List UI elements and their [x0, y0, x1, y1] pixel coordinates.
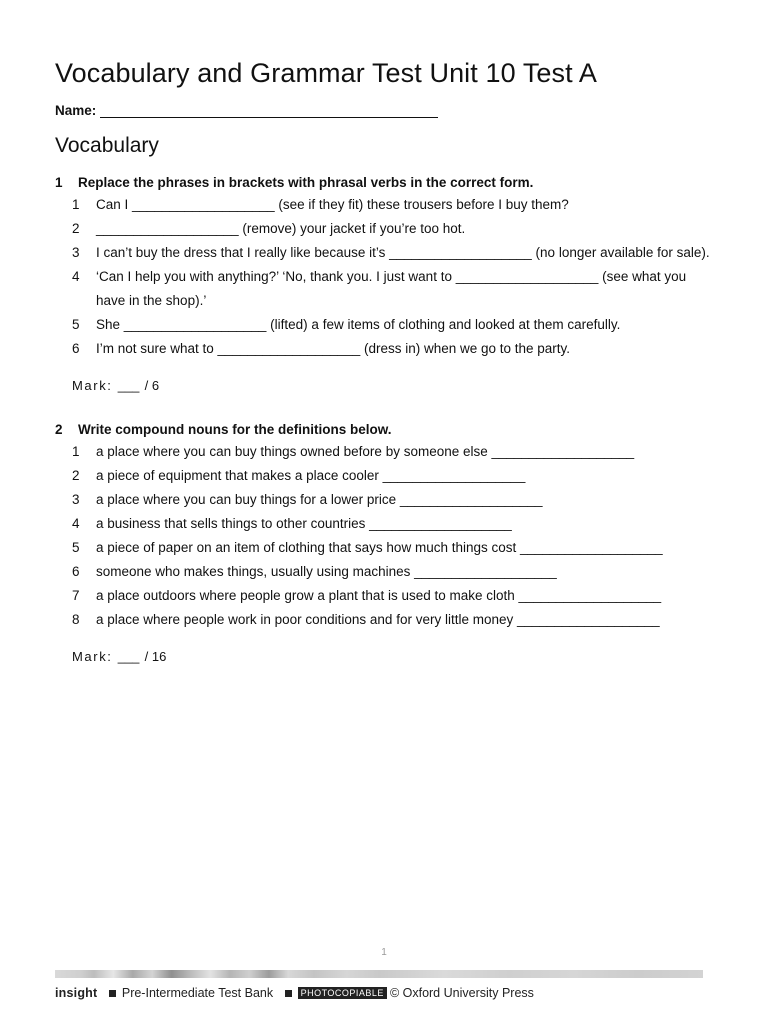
footer	[55, 986, 534, 1002]
name-field-row	[55, 103, 438, 118]
mark-line	[55, 645, 715, 669]
mark-line	[55, 374, 715, 398]
item-text: She ___________________ (lifted) a few items of clothing and looked at them carefully.	[96, 317, 621, 332]
exercise-heading	[55, 173, 715, 193]
item-text: a piece of equipment that makes a place cooler ___________________	[96, 468, 526, 483]
exercise-item	[55, 265, 715, 313]
exercise-items	[55, 193, 715, 361]
copyright: © Oxford University Press	[389, 986, 534, 1000]
exercise-number: 1	[55, 175, 63, 190]
exercise-1	[55, 173, 715, 398]
exercise-item	[55, 536, 715, 560]
exercise-instruction: Write compound nouns for the definitions below.	[78, 422, 392, 437]
item-number: 1	[72, 197, 80, 212]
item-number: 2	[72, 221, 80, 236]
item-number: 7	[72, 588, 80, 603]
item-text: a piece of paper on an item of clothing that says how much things cost ___________________	[96, 540, 663, 555]
item-text: a place outdoors where people grow a plant that is used to make cloth ___________________	[96, 588, 662, 603]
item-number: 3	[72, 492, 80, 507]
section-title: Vocabulary	[55, 134, 159, 157]
square-bullet-icon	[109, 990, 116, 997]
mark-blank: ___	[117, 378, 140, 393]
exercise-item	[55, 560, 715, 584]
item-text: I’m not sure what to ___________________ (dress in) when we go to the party.	[96, 341, 571, 356]
item-number: 5	[72, 540, 80, 555]
exercise-items	[55, 440, 715, 632]
exercise-item	[55, 464, 715, 488]
item-number: 4	[72, 269, 80, 284]
item-text: Can I ___________________ (see if they fit) these trousers before I buy them?	[96, 197, 569, 212]
name-label: Name:	[55, 103, 97, 118]
item-text: a place where people work in poor conditions and for very little money ___________________	[96, 612, 660, 627]
exercise-item	[55, 241, 715, 265]
square-bullet-icon	[285, 990, 292, 997]
exercise-item	[55, 512, 715, 536]
page-title: Vocabulary and Grammar Test Unit 10 Test A	[55, 58, 597, 88]
item-text: ___________________ (remove) your jacket if you’re too hot.	[96, 221, 466, 236]
exercise-2	[55, 420, 715, 669]
item-number: 3	[72, 245, 80, 260]
mark-total: / 6	[144, 378, 160, 393]
item-text: I can’t buy the dress that I really like because it’s ___________________ (no longer available for sale).	[96, 245, 710, 260]
footer-photo-strip	[55, 970, 703, 978]
exercise-item	[55, 440, 715, 464]
exercise-instruction: Replace the phrases in brackets with phrasal verbs in the correct form.	[78, 175, 534, 190]
exercise-item	[55, 584, 715, 608]
exercise-item	[55, 193, 715, 217]
item-number: 5	[72, 317, 80, 332]
item-text: someone who makes things, usually using machines ___________________	[96, 564, 557, 579]
exercise-item	[55, 313, 715, 337]
item-number: 8	[72, 612, 80, 627]
item-text: a place where you can buy things for a lower price ___________________	[96, 492, 543, 507]
item-number: 1	[72, 444, 80, 459]
exercise-item	[55, 337, 715, 361]
exercise-number: 2	[55, 422, 63, 437]
item-number: 6	[72, 341, 80, 356]
mark-blank: ___	[117, 649, 140, 664]
photocopiable-badge: PHOTOCOPIABLE	[298, 987, 387, 999]
exercise-item	[55, 217, 715, 241]
product-name: Pre-Intermediate Test Bank	[121, 986, 274, 1000]
exercise-item	[55, 488, 715, 512]
item-number: 6	[72, 564, 80, 579]
exercise-heading	[55, 420, 715, 440]
item-text: ‘Can I help you with anything?’ ‘No, thank you. I just want to ___________________ (see what you have in the shop).’	[96, 269, 687, 308]
item-text: a place where you can buy things owned before by someone else ___________________	[96, 444, 635, 459]
item-number: 2	[72, 468, 80, 483]
item-number: 4	[72, 516, 80, 531]
mark-total: / 16	[144, 649, 167, 664]
brand-logo: insight	[55, 986, 98, 1000]
mark-label: Mark:	[72, 649, 113, 664]
name-blank-line	[100, 103, 438, 118]
page-number: 1	[381, 947, 387, 958]
mark-label: Mark:	[72, 378, 113, 393]
item-text: a business that sells things to other countries ___________________	[96, 516, 512, 531]
exercise-item	[55, 608, 715, 632]
